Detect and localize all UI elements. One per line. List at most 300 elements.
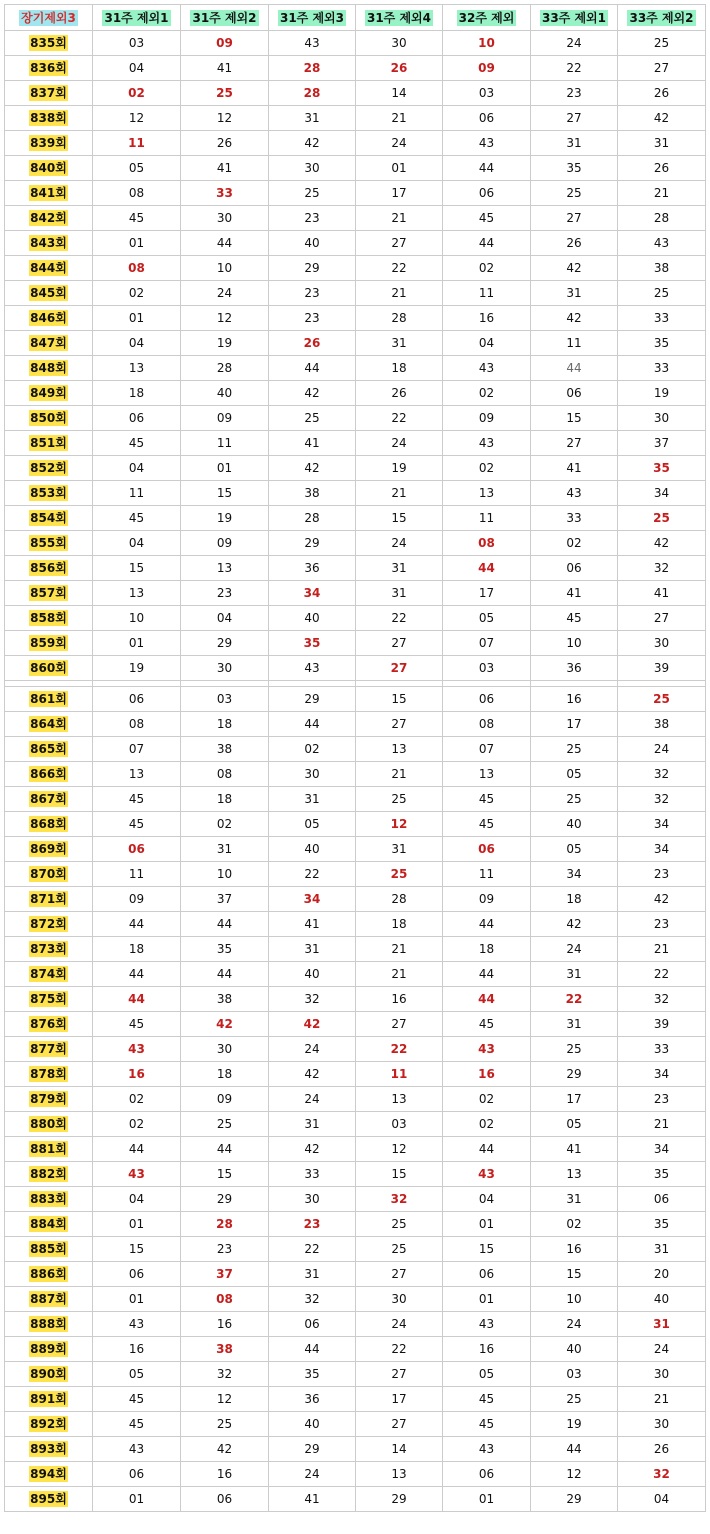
table-row [5,737,706,762]
number-cell: 29 [356,1487,443,1512]
round-label: 869회 [30,842,67,856]
number-cell: 24 [618,1337,706,1362]
number-cell: 19 [181,506,269,531]
number-cell: 09 [93,887,181,912]
number-cell: 31 [269,1262,356,1287]
number-cell: 27 [531,431,618,456]
round-label: 872회 [30,917,67,931]
round-label: 864회 [30,717,67,731]
number-cell: 19 [93,656,181,681]
number-cell: 06 [181,1487,269,1512]
number-cell: 42 [269,131,356,156]
round-cell [5,1437,93,1462]
number-cell: 23 [269,306,356,331]
round-cell [5,1237,93,1262]
round-cell [5,556,93,581]
number-cell: 13 [443,762,531,787]
number-cell: 01 [93,1287,181,1312]
round-cell [5,1387,93,1412]
number-cell: 28 [356,887,443,912]
number-cell: 29 [269,1437,356,1462]
number-cell: 03 [93,31,181,56]
number-cell: 05 [531,837,618,862]
number-cell: 11 [443,506,531,531]
number-cell: 04 [93,531,181,556]
number-cell: 24 [269,1037,356,1062]
table-row [5,1012,706,1037]
number-cell: 13 [181,556,269,581]
number-cell: 18 [181,787,269,812]
number-cell: 41 [181,56,269,81]
number-cell: 05 [443,1362,531,1387]
number-cell: 32 [618,556,706,581]
number-cell: 26 [531,231,618,256]
number-cell: 02 [181,812,269,837]
number-cell: 06 [93,406,181,431]
number-cell: 20 [618,1262,706,1287]
number-cell: 21 [356,962,443,987]
number-cell: 18 [93,381,181,406]
number-cell: 27 [356,1262,443,1287]
number-cell: 07 [93,737,181,762]
number-cell: 10 [531,1287,618,1312]
number-cell: 17 [531,712,618,737]
round-label: 857회 [30,586,67,600]
number-cell: 40 [269,962,356,987]
number-cell: 27 [531,106,618,131]
number-cell: 06 [443,106,531,131]
number-cell: 27 [356,1362,443,1387]
table-row [5,1437,706,1462]
round-label: 847회 [30,336,67,350]
number-cell: 34 [531,862,618,887]
table-row [5,762,706,787]
round-label: 875회 [30,992,67,1006]
table-row [5,1162,706,1187]
number-cell: 25 [181,1412,269,1437]
number-cell: 11 [443,281,531,306]
number-cell: 06 [531,381,618,406]
number-cell: 16 [443,306,531,331]
number-cell: 38 [181,737,269,762]
number-cell: 01 [93,306,181,331]
number-cell: 39 [618,1012,706,1037]
number-cell: 10 [181,256,269,281]
header-cell: 33주 제외2 [618,5,706,31]
number-cell: 11 [356,1062,443,1087]
round-label: 860회 [30,661,67,675]
round-label: 841회 [30,186,67,200]
number-cell: 06 [443,687,531,712]
number-cell: 29 [181,631,269,656]
table-row [5,1112,706,1137]
table-row [5,687,706,712]
number-cell: 32 [618,987,706,1012]
number-cell: 23 [269,1212,356,1237]
number-cell: 29 [181,1187,269,1212]
number-cell: 22 [356,606,443,631]
header-cell: 31주 제외3 [269,5,356,31]
number-cell: 04 [181,606,269,631]
number-cell: 03 [443,81,531,106]
number-cell: 13 [356,1087,443,1112]
number-cell: 43 [93,1162,181,1187]
round-cell [5,581,93,606]
number-cell: 09 [181,31,269,56]
number-cell: 28 [269,81,356,106]
round-label: 838회 [30,111,67,125]
round-label: 894회 [30,1467,67,1481]
table-row [5,987,706,1012]
number-cell: 41 [618,581,706,606]
number-cell: 12 [181,106,269,131]
number-cell: 26 [269,331,356,356]
number-cell: 15 [181,1162,269,1187]
number-cell: 09 [443,406,531,431]
round-cell [5,481,93,506]
number-cell: 40 [269,1412,356,1437]
number-cell: 43 [443,1037,531,1062]
table-row [5,1037,706,1062]
number-cell: 16 [93,1337,181,1362]
number-cell: 45 [443,787,531,812]
number-cell: 43 [269,31,356,56]
number-cell: 10 [443,31,531,56]
number-cell: 38 [181,1337,269,1362]
number-cell: 44 [443,912,531,937]
number-cell: 28 [181,1212,269,1237]
table-row [5,156,706,181]
number-cell: 22 [531,987,618,1012]
table-row [5,1187,706,1212]
round-label: 844회 [30,261,67,275]
round-cell [5,231,93,256]
table-row [5,581,706,606]
number-cell: 06 [269,1312,356,1337]
number-cell: 45 [443,206,531,231]
number-cell: 26 [356,56,443,81]
number-cell: 30 [269,156,356,181]
round-cell [5,631,93,656]
number-cell: 19 [181,331,269,356]
number-cell: 44 [181,231,269,256]
number-cell: 43 [93,1437,181,1462]
round-cell [5,1137,93,1162]
number-cell: 40 [618,1287,706,1312]
number-cell: 31 [356,581,443,606]
number-cell: 01 [93,631,181,656]
number-cell: 01 [356,156,443,181]
round-cell [5,306,93,331]
number-cell: 06 [443,181,531,206]
number-cell: 12 [356,812,443,837]
number-cell: 25 [356,1237,443,1262]
number-cell: 13 [531,1162,618,1187]
number-cell: 26 [618,156,706,181]
number-cell: 30 [356,31,443,56]
number-cell: 24 [356,531,443,556]
number-cell: 44 [181,912,269,937]
number-cell: 35 [181,937,269,962]
round-label: 867회 [30,792,67,806]
number-cell: 44 [443,556,531,581]
number-cell: 08 [443,531,531,556]
number-cell: 21 [356,281,443,306]
round-cell [5,762,93,787]
number-cell: 02 [93,1087,181,1112]
table-row [5,1362,706,1387]
number-cell: 42 [531,912,618,937]
number-cell: 38 [618,712,706,737]
round-label: 870회 [30,867,67,881]
number-cell: 31 [269,937,356,962]
number-cell: 24 [531,1312,618,1337]
number-cell: 27 [531,206,618,231]
round-label: 878회 [30,1067,67,1081]
number-cell: 22 [356,406,443,431]
round-label: 848회 [30,361,67,375]
number-cell: 25 [531,181,618,206]
round-label: 879회 [30,1092,67,1106]
number-cell: 25 [531,1037,618,1062]
number-cell: 08 [93,256,181,281]
number-cell: 13 [356,1462,443,1487]
number-cell: 32 [618,762,706,787]
number-cell: 45 [443,1012,531,1037]
number-cell: 45 [443,1412,531,1437]
round-cell [5,156,93,181]
number-cell: 04 [618,1487,706,1512]
number-cell: 43 [443,1162,531,1187]
number-cell: 37 [181,1262,269,1287]
round-label: 895회 [30,1492,67,1506]
number-cell: 22 [356,1037,443,1062]
number-cell: 05 [443,606,531,631]
number-cell: 19 [531,1412,618,1437]
number-cell: 25 [618,687,706,712]
number-cell: 45 [93,812,181,837]
number-cell: 09 [181,1087,269,1112]
table-row [5,1462,706,1487]
table-row [5,356,706,381]
number-cell: 45 [443,812,531,837]
number-cell: 07 [443,631,531,656]
number-cell: 26 [356,381,443,406]
number-cell: 14 [356,81,443,106]
round-cell [5,106,93,131]
number-cell: 02 [531,531,618,556]
number-cell: 21 [356,762,443,787]
round-cell [5,987,93,1012]
table-row [5,937,706,962]
number-cell: 31 [356,331,443,356]
number-cell: 29 [531,1062,618,1087]
number-cell: 30 [356,1287,443,1312]
number-cell: 44 [93,962,181,987]
number-cell: 32 [618,787,706,812]
table-row [5,862,706,887]
number-cell: 31 [618,1312,706,1337]
number-cell: 45 [93,787,181,812]
number-cell: 43 [531,481,618,506]
round-label: 835회 [30,36,67,50]
table-row [5,556,706,581]
number-cell: 11 [93,862,181,887]
round-cell [5,606,93,631]
table-row [5,656,706,681]
number-cell: 34 [618,837,706,862]
number-cell: 42 [531,306,618,331]
number-cell: 44 [93,912,181,937]
round-label: 849회 [30,386,67,400]
number-cell: 36 [531,656,618,681]
round-label: 859회 [30,636,67,650]
number-cell: 44 [181,962,269,987]
table-row [5,1212,706,1237]
number-cell: 41 [269,1487,356,1512]
number-cell: 05 [93,156,181,181]
table-row [5,381,706,406]
number-cell: 26 [618,1437,706,1462]
number-cell: 34 [618,1062,706,1087]
round-cell [5,1162,93,1187]
round-label: 840회 [30,161,67,175]
number-cell: 22 [356,1337,443,1362]
number-cell: 42 [618,887,706,912]
header-cell: 31주 제외2 [181,5,269,31]
exclusion-table [4,4,706,1512]
number-cell: 31 [181,837,269,862]
round-label: 843회 [30,236,67,250]
table-row [5,531,706,556]
number-cell: 41 [531,456,618,481]
number-cell: 32 [356,1187,443,1212]
number-cell: 35 [531,156,618,181]
number-cell: 41 [531,1137,618,1162]
number-cell: 01 [443,1212,531,1237]
round-label: 884회 [30,1217,67,1231]
number-cell: 15 [356,687,443,712]
table-row [5,1287,706,1312]
number-cell: 25 [356,862,443,887]
round-cell [5,31,93,56]
round-cell [5,1287,93,1312]
number-cell: 27 [618,56,706,81]
round-cell [5,1362,93,1387]
number-cell: 22 [269,862,356,887]
number-cell: 21 [356,206,443,231]
table-row [5,631,706,656]
number-cell: 33 [531,506,618,531]
number-cell: 25 [531,787,618,812]
number-cell: 02 [93,281,181,306]
table-row [5,606,706,631]
number-cell: 25 [531,1387,618,1412]
number-cell: 34 [618,812,706,837]
number-cell: 44 [531,356,618,381]
round-cell [5,1262,93,1287]
number-cell: 02 [443,1112,531,1137]
number-cell: 41 [531,581,618,606]
number-cell: 13 [93,356,181,381]
number-cell: 33 [618,356,706,381]
number-cell: 35 [618,1162,706,1187]
table-row [5,231,706,256]
number-cell: 31 [356,556,443,581]
number-cell: 02 [93,81,181,106]
number-cell: 35 [618,1212,706,1237]
number-cell: 18 [356,356,443,381]
number-cell: 04 [93,1187,181,1212]
table-row [5,506,706,531]
number-cell: 09 [443,56,531,81]
number-cell: 22 [618,962,706,987]
number-cell: 22 [356,256,443,281]
round-cell [5,712,93,737]
number-cell: 16 [531,687,618,712]
number-cell: 21 [618,181,706,206]
number-cell: 06 [93,687,181,712]
number-cell: 38 [618,256,706,281]
number-cell: 24 [181,281,269,306]
number-cell: 04 [93,456,181,481]
header-row [5,5,706,31]
table-row [5,406,706,431]
number-cell: 25 [181,81,269,106]
number-cell: 15 [356,506,443,531]
number-cell: 05 [531,762,618,787]
number-cell: 05 [93,1362,181,1387]
number-cell: 30 [269,1187,356,1212]
round-cell [5,1412,93,1437]
number-cell: 13 [356,737,443,762]
number-cell: 29 [269,687,356,712]
number-cell: 27 [618,606,706,631]
number-cell: 03 [356,1112,443,1137]
number-cell: 24 [531,31,618,56]
number-cell: 06 [93,837,181,862]
round-cell [5,331,93,356]
round-cell [5,937,93,962]
number-cell: 42 [181,1012,269,1037]
round-label: 836회 [30,61,67,75]
number-cell: 13 [443,481,531,506]
number-cell: 31 [269,1112,356,1137]
number-cell: 43 [443,1437,531,1462]
number-cell: 35 [269,1362,356,1387]
number-cell: 17 [356,181,443,206]
number-cell: 45 [93,1387,181,1412]
number-cell: 25 [269,181,356,206]
number-cell: 45 [443,1387,531,1412]
number-cell: 33 [618,306,706,331]
table-row [5,106,706,131]
number-cell: 29 [531,1487,618,1512]
round-label: 853회 [30,486,67,500]
number-cell: 44 [443,1137,531,1162]
number-cell: 15 [181,481,269,506]
round-label: 892회 [30,1417,67,1431]
round-cell [5,1012,93,1037]
table-row [5,712,706,737]
number-cell: 44 [443,962,531,987]
number-cell: 41 [269,431,356,456]
number-cell: 25 [269,406,356,431]
number-cell: 05 [269,812,356,837]
round-cell [5,281,93,306]
number-cell: 16 [443,1337,531,1362]
number-cell: 40 [269,837,356,862]
